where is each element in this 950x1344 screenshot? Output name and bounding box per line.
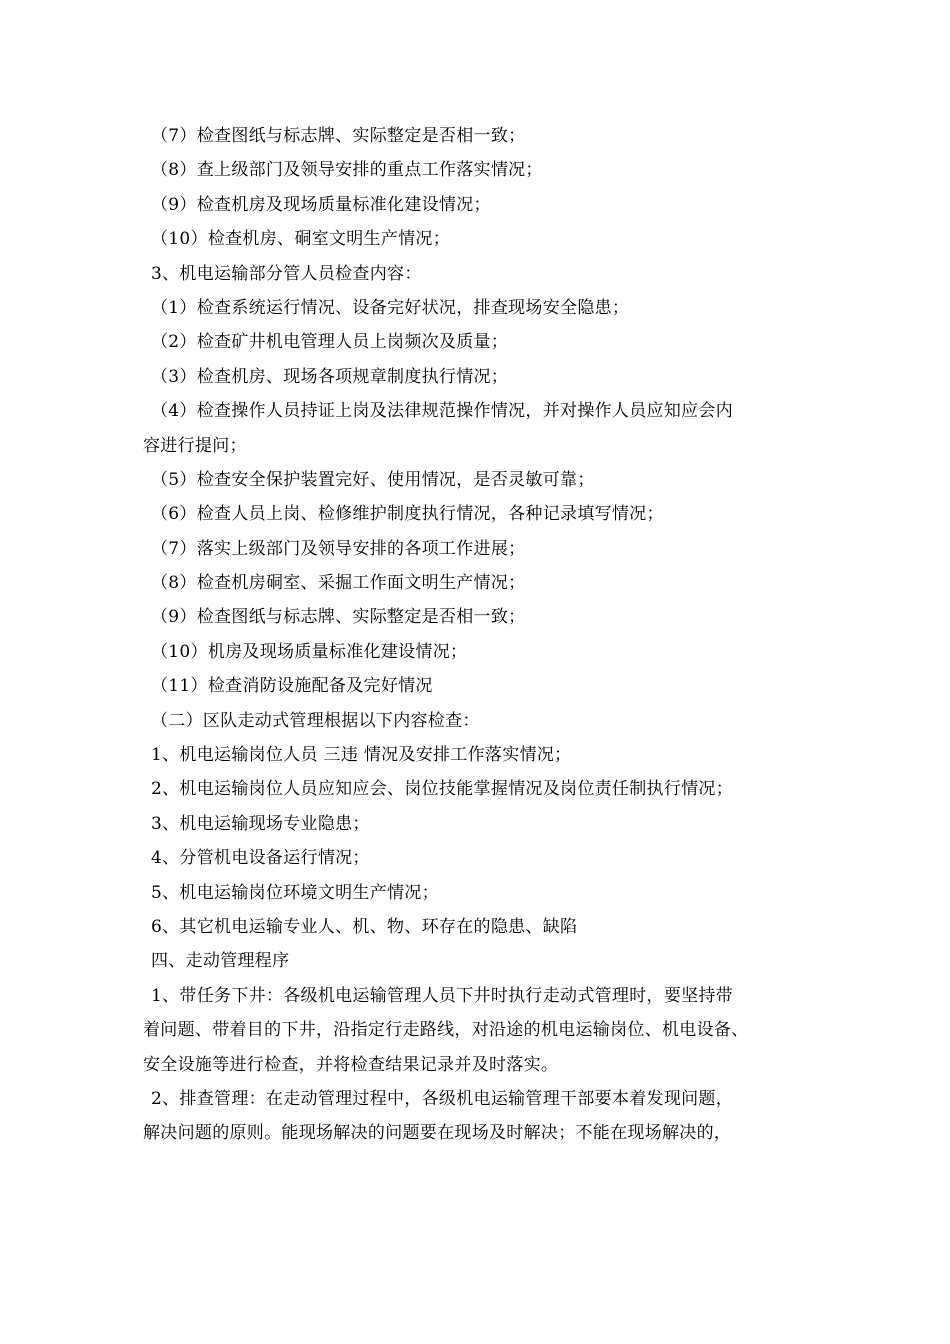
- text-line: 解决问题的原则。能现场解决的问题要在现场及时解决；不能在现场解决的，: [143, 1123, 732, 1144]
- text-line: （10）检查机房、硐室文明生产情况；: [151, 229, 451, 250]
- text-line: （11）检查消防设施配备及完好情况: [151, 676, 433, 697]
- text-line: （6）检查人员上岗、检修维护制度执行情况，各种记录填写情况；: [151, 504, 664, 525]
- document-body: [143, 119, 811, 1151]
- text-line: （8）查上级部门及领导安排的重点工作落实情况；: [151, 160, 543, 181]
- text-line: （3）检查机房、现场各项规章制度执行情况；: [151, 366, 509, 387]
- section-heading: （二）区队走动式管理根据以下内容检查：: [151, 710, 480, 731]
- text-line: 3、机电运输现场专业隐患；: [151, 813, 370, 834]
- text-line: （7）检查图纸与标志牌、实际整定是否相一致；: [151, 126, 526, 146]
- text-line: （9）检查机房及现场质量标准化建设情况；: [151, 194, 491, 215]
- text-line: 5、机电运输岗位环境文明生产情况；: [151, 882, 439, 903]
- section-heading: 3、机电运输部分管人员检查内容：: [151, 263, 422, 284]
- text-line: （8）检查机房硐室、采掘工作面文明生产情况；: [151, 573, 526, 594]
- text-line: （4）检查操作人员持证上岗及法律规范操作情况，并对操作人员应知应会内: [151, 401, 734, 422]
- section-heading: 四、走动管理程序: [151, 951, 290, 972]
- text-line: （10）机房及现场质量标准化建设情况；: [151, 641, 468, 662]
- text-line: 2、机电运输岗位人员应知应会、岗位技能掌握情况及岗位责任制执行情况；: [151, 779, 734, 800]
- text-line: （2）检查矿井机电管理人员上岗频次及质量；: [151, 332, 509, 353]
- text-line: 6、其它机电运输专业人、机、物、环存在的隐患、缺陷: [151, 916, 578, 937]
- text-line: （9）检查图纸与标志牌、实际整定是否相一致；: [151, 607, 526, 628]
- text-line: 着问题、带着目的下井，沿指定行走路线，对沿途的机电运输岗位、机电设备、: [143, 1020, 749, 1041]
- text-line: 4、分管机电设备运行情况；: [151, 848, 370, 869]
- text-line: 容进行提问；: [143, 435, 247, 456]
- text-line: 1、带任务下井：各级机电运输管理人员下井时执行走动式管理时，要坚持带: [151, 985, 734, 1006]
- text-line: 1、机电运输岗位人员 三违 情况及安排工作落实情况；: [151, 745, 572, 766]
- text-line: 安全设施等进行检查，并将检查结果记录并及时落实。: [143, 1054, 559, 1075]
- text-line: （5）检查安全保护装置完好、使用情况，是否灵敏可靠；: [151, 469, 595, 490]
- text-line: （1）检查系统运行情况、设备完好状况，排查现场安全隐患；: [151, 297, 630, 318]
- text-line: （7）落实上级部门及领导安排的各项工作进展；: [151, 538, 526, 559]
- text-line: 2、排查管理：在走动管理过程中，各级机电运输管理干部要本着发现问题，: [151, 1088, 734, 1109]
